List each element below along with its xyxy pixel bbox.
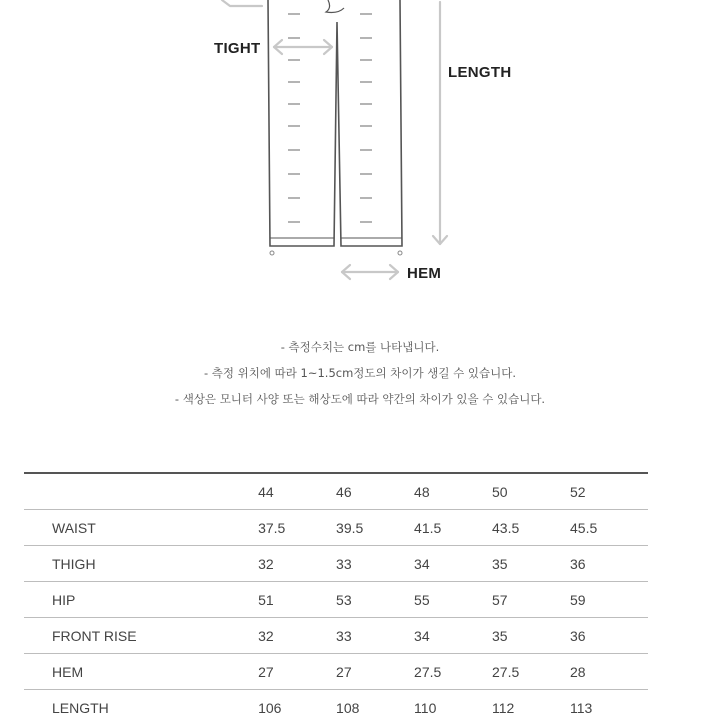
table-row: [24, 654, 648, 690]
table-cell: 110: [414, 690, 492, 725]
table-cell: 27: [258, 654, 336, 690]
header-blank: [24, 473, 258, 510]
table-cell: 28: [570, 654, 648, 690]
row-label: HIP: [24, 582, 258, 618]
measurement-notes: [0, 334, 720, 412]
hem-label: HEM: [407, 265, 441, 282]
pants-flat-sketch: [0, 0, 720, 300]
pants-diagram: [0, 0, 720, 300]
table-cell: 53: [336, 582, 414, 618]
table-row: [24, 510, 648, 546]
table-cell: 112: [492, 690, 570, 725]
row-label: THIGH: [24, 546, 258, 582]
table-cell: 37.5: [258, 510, 336, 546]
table-cell: 108: [336, 690, 414, 725]
table-row: [24, 618, 648, 654]
table-header-row: [24, 473, 648, 510]
header-size: 50: [492, 473, 570, 510]
table-cell: 55: [414, 582, 492, 618]
table-cell: 106: [258, 690, 336, 725]
table-cell: 39.5: [336, 510, 414, 546]
table-cell: 35: [492, 618, 570, 654]
length-label: LENGTH: [448, 64, 511, 81]
table-cell: 34: [414, 546, 492, 582]
table-cell: 36: [570, 618, 648, 654]
table-cell: 27.5: [414, 654, 492, 690]
note-tolerance: - 측정 위치에 따라 1~1.5cm정도의 차이가 생길 수 있습니다.: [0, 360, 720, 386]
table-cell: 32: [258, 618, 336, 654]
table-cell: 113: [570, 690, 648, 725]
table-cell: 33: [336, 618, 414, 654]
table-cell: 51: [258, 582, 336, 618]
row-label: LENGTH: [24, 690, 258, 725]
tight-label: TIGHT: [214, 40, 261, 57]
table-row: [24, 582, 648, 618]
row-label: WAIST: [24, 510, 258, 546]
header-size: 46: [336, 473, 414, 510]
table-cell: 27: [336, 654, 414, 690]
table-cell: 32: [258, 546, 336, 582]
pants-outline: [268, 0, 402, 246]
header-size: 48: [414, 473, 492, 510]
table-cell: 36: [570, 546, 648, 582]
table-cell: 41.5: [414, 510, 492, 546]
table-cell: 27.5: [492, 654, 570, 690]
table-cell: 43.5: [492, 510, 570, 546]
table-cell: 45.5: [570, 510, 648, 546]
size-chart-table: [24, 472, 648, 725]
header-size: 52: [570, 473, 648, 510]
note-color: - 색상은 모니터 사양 또는 해상도에 따라 약간의 차이가 있을 수 있습니다.: [0, 386, 720, 412]
table-cell: 57: [492, 582, 570, 618]
table-cell: 34: [414, 618, 492, 654]
table-cell: 59: [570, 582, 648, 618]
table-row: [24, 546, 648, 582]
header-size: 44: [258, 473, 336, 510]
note-unit: - 측정수치는 cm를 나타냅니다.: [0, 334, 720, 360]
row-label: FRONT RISE: [24, 618, 258, 654]
table-cell: 35: [492, 546, 570, 582]
table-cell: 33: [336, 546, 414, 582]
row-label: HEM: [24, 654, 258, 690]
